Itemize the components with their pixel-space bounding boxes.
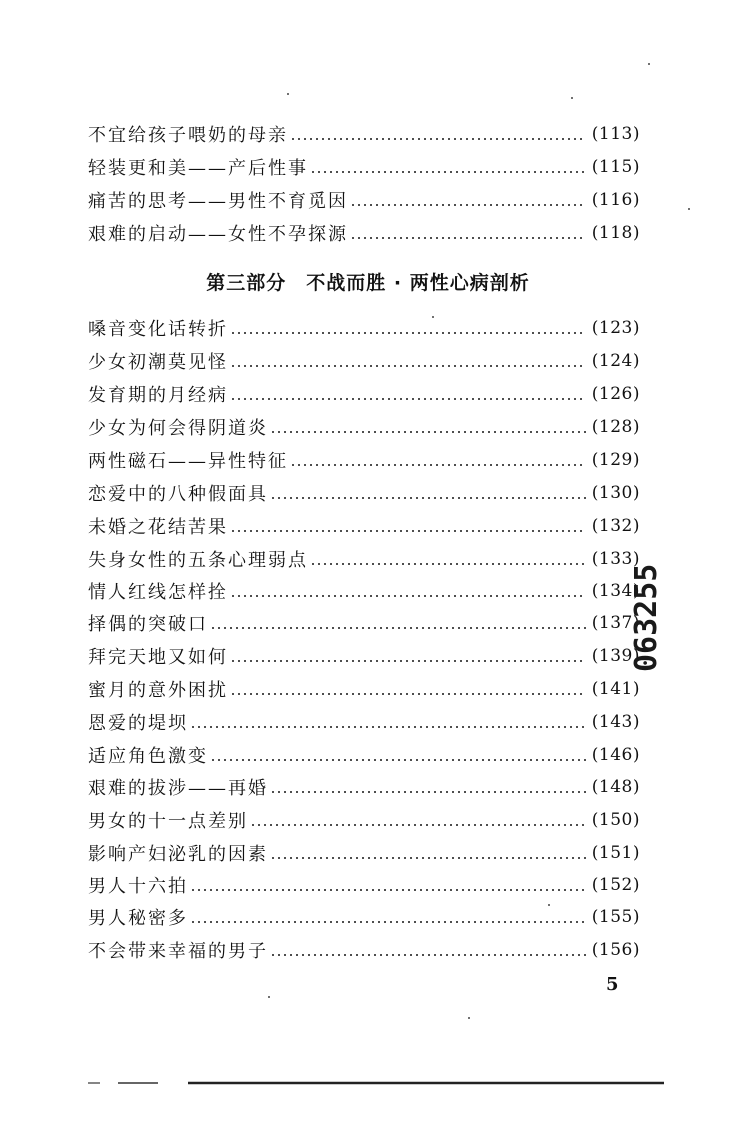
library-stamp-number xyxy=(626,548,666,676)
dot-leader xyxy=(310,171,586,173)
toc-entry-page: (129) xyxy=(591,450,640,470)
dot-leader xyxy=(310,563,586,565)
toc-entry-title: 男女的十一点差别 xyxy=(88,811,248,832)
dot-leader xyxy=(230,660,586,662)
toc-entry xyxy=(88,380,640,408)
dot-leader xyxy=(270,857,586,859)
toc-entry-title: 不会带来幸福的男子 xyxy=(88,941,268,962)
toc-entry xyxy=(88,512,640,540)
toc-entry xyxy=(88,741,640,769)
scan-speck xyxy=(432,316,434,318)
toc-entry xyxy=(88,773,640,801)
toc-entry xyxy=(88,708,640,736)
stamp-number-text: 063255 xyxy=(629,563,664,672)
toc-entry-page: (141) xyxy=(591,679,640,699)
toc-entry-page: (148) xyxy=(591,777,640,797)
toc-entry-title: 拜完天地又如何 xyxy=(88,647,228,668)
toc-entry-title: 不宜给孩子喂奶的母亲 xyxy=(88,125,288,146)
toc-entry xyxy=(88,446,640,474)
toc-entry xyxy=(88,347,640,375)
toc-entry-page: (139) xyxy=(591,646,640,666)
toc-entry-page: (124) xyxy=(591,351,640,371)
toc-entry-title: 男人秘密多 xyxy=(88,908,188,929)
toc-entry-page: (130) xyxy=(591,483,640,503)
dot-leader xyxy=(270,954,586,956)
toc-entry-page: (146) xyxy=(591,745,640,765)
toc-entry-page: (123) xyxy=(591,318,640,338)
toc-entry-page: (137) xyxy=(591,613,640,633)
toc-entry xyxy=(88,675,640,703)
dot-leader xyxy=(350,204,586,206)
dot-leader xyxy=(190,726,586,728)
toc-entry-page: (134) xyxy=(591,581,640,601)
toc-entry-title: 恩爱的堤坝 xyxy=(88,713,188,734)
dot-leader xyxy=(290,464,586,466)
toc-entry-title: 少女为何会得阴道炎 xyxy=(88,418,268,439)
toc-entry-title: 痛苦的思考——男性不育觅因 xyxy=(88,191,348,212)
toc-entry-page: (126) xyxy=(591,384,640,404)
dot-leader xyxy=(210,627,586,629)
toc-entry-page: (113) xyxy=(591,124,640,144)
toc-entry xyxy=(88,479,640,507)
scan-speck xyxy=(268,996,270,998)
toc-entry-title: 艰难的启动——女性不孕探源 xyxy=(88,224,348,245)
dot-leader xyxy=(270,431,586,433)
toc-entry-title: 男人十六拍 xyxy=(88,876,188,897)
toc-entry xyxy=(88,153,640,181)
scan-speck xyxy=(287,93,289,95)
toc-entry xyxy=(88,219,640,247)
toc-entry-page: (128) xyxy=(591,417,640,437)
toc-entry-page: (150) xyxy=(591,810,640,830)
dot-leader xyxy=(290,138,586,140)
toc-entry xyxy=(88,413,640,441)
dot-leader xyxy=(270,791,586,793)
toc-entry-title: 未婚之花结苦果 xyxy=(88,517,228,538)
toc-entry-title: 择偶的突破口 xyxy=(88,614,208,635)
toc-entry xyxy=(88,314,640,342)
section-heading: 第三部分 不战而胜 · 两性心病剖析 xyxy=(206,272,530,294)
toc-entry xyxy=(88,903,640,931)
dot-leader xyxy=(230,530,586,532)
toc-entry-page: (152) xyxy=(591,875,640,895)
scan-speck xyxy=(648,63,650,65)
scan-speck xyxy=(468,1017,470,1019)
dot-leader xyxy=(250,824,586,826)
dot-leader xyxy=(230,365,586,367)
toc-entry-page: (118) xyxy=(591,223,640,243)
toc-entry-title: 艰难的拔涉——再婚 xyxy=(88,778,268,799)
toc-entry-title: 轻装更和美——产后性事 xyxy=(88,158,308,179)
toc-entry-page: (116) xyxy=(591,190,640,210)
dot-leader xyxy=(230,693,586,695)
toc-entry-title: 影响产妇泌乳的因素 xyxy=(88,844,268,865)
toc-entry xyxy=(88,577,640,605)
page-number: 5 xyxy=(606,974,619,995)
bottom-edge-rule xyxy=(88,1080,664,1086)
toc-entry-page: (132) xyxy=(591,516,640,536)
toc-entry-title: 蜜月的意外困扰 xyxy=(88,680,228,701)
toc-entry xyxy=(88,609,640,637)
dot-leader xyxy=(230,398,586,400)
toc-entry-title: 情人红线怎样拴 xyxy=(88,582,228,603)
toc-entry-page: (133) xyxy=(591,549,640,569)
toc-entry-title: 发育期的月经病 xyxy=(88,385,228,406)
toc-entry-title: 恋爱中的八种假面具 xyxy=(88,484,268,505)
scan-speck xyxy=(571,97,573,99)
scan-speck xyxy=(548,904,550,906)
toc-entry-page: (155) xyxy=(591,907,640,927)
dot-leader xyxy=(230,595,586,597)
toc-entry xyxy=(88,186,640,214)
toc-entry xyxy=(88,936,640,964)
toc-entry-title: 失身女性的五条心理弱点 xyxy=(88,550,308,571)
toc-entry xyxy=(88,871,640,899)
toc-entry-title: 嗓音变化话转折 xyxy=(88,319,228,340)
dot-leader xyxy=(210,759,586,761)
toc-entry-page: (151) xyxy=(591,843,640,863)
toc-entry xyxy=(88,839,640,867)
toc-entry xyxy=(88,120,640,148)
dot-leader xyxy=(190,921,586,923)
toc-entry xyxy=(88,642,640,670)
dot-leader xyxy=(270,497,586,499)
toc-entry-page: (115) xyxy=(591,157,640,177)
toc-entry xyxy=(88,806,640,834)
toc-entry-page: (143) xyxy=(591,712,640,732)
dot-leader xyxy=(190,889,586,891)
scan-speck xyxy=(688,208,690,210)
toc-entry-title: 两性磁石——异性特征 xyxy=(88,451,288,472)
toc-entry-title: 适应角色激变 xyxy=(88,746,208,767)
dot-leader xyxy=(350,237,586,239)
dot-leader xyxy=(230,332,586,334)
toc-entry xyxy=(88,545,640,573)
toc-entry-title: 少女初潮莫见怪 xyxy=(88,352,228,373)
toc-entry-page: (156) xyxy=(591,940,640,960)
